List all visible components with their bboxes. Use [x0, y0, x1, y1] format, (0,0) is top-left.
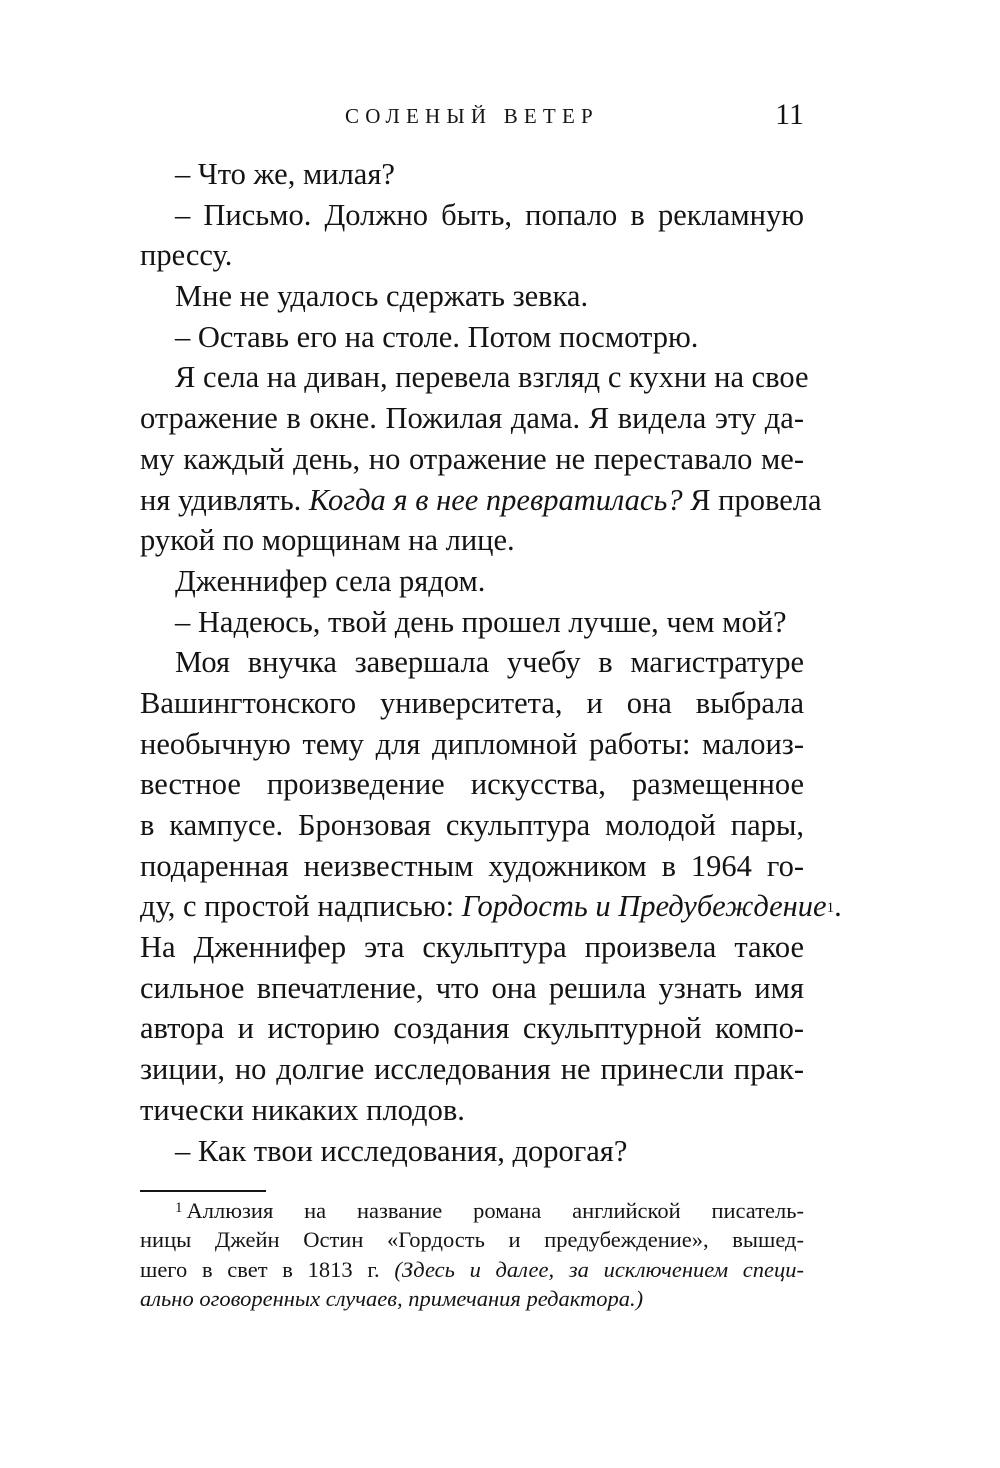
text-line: Дженнифер села рядом.: [175, 563, 486, 598]
text-line: – Что же, милая?: [175, 157, 395, 191]
italic-text: Когда я в нее превратилась?: [308, 482, 683, 517]
italic-text: Гордость и Предубеждение: [461, 889, 827, 924]
text-run: Я провела: [682, 482, 822, 517]
running-head: [140, 98, 804, 138]
footnote-line: [140, 1284, 804, 1313]
book-title: СОЛЕНЫЙ ВЕТЕР: [345, 104, 599, 128]
footnote-line: ницы Джейн Остин «Гордость и предубеждение», вышед-: [140, 1227, 804, 1253]
footnote-line: [140, 1196, 804, 1225]
footnote: [140, 1196, 804, 1313]
text-run: Аллюзия на название романа английской писатель-: [186, 1198, 804, 1223]
text-line: Моя внучка завершала учебу в магистратуре: [175, 645, 804, 680]
text-line: – Письмо. Должно быть, попало в рекламную: [175, 197, 804, 232]
text-line: зиции, но долгие исследования не принесли прак-: [140, 1052, 804, 1087]
text-line: – Оставь его на столе. Потом посмотрю.: [175, 319, 699, 354]
text-line: Я села на диван, перевела взгляд с кухни на свое: [175, 360, 809, 395]
text-line: На Дженнифер эта скульптура произвела такое: [140, 930, 804, 965]
text-line: Вашингтонского университета, и она выбрала: [140, 685, 804, 720]
text-line: Мне не удалось сдержать зевка.: [175, 279, 589, 314]
book-page: [140, 0, 842, 1468]
text-line: му каждый день, но отражение не переставало ме-: [140, 441, 804, 476]
text-line: отражение в окне. Пожилая дама. Я видела эту да-: [140, 401, 804, 436]
text-line: автора и историю создания скульптурной компо-: [140, 1011, 804, 1046]
body-text: [140, 154, 842, 1171]
footnote-line: [140, 1255, 804, 1284]
text-line: вестное произведение искусства, размещенное: [140, 767, 804, 802]
text-line: [140, 886, 842, 927]
italic-text: ально оговоренных случаев, примечания редактора.): [140, 1285, 644, 1311]
text-line: в кампусе. Бронзовая скульптура молодой пары,: [140, 808, 804, 842]
text-line: необычную тему для дипломной работы: малоиз-: [140, 726, 804, 761]
text-line: сильное впечатление, что она решила узнать имя: [140, 970, 804, 1005]
text-line: [140, 480, 822, 521]
text-run: шего в свет в 1813 г.: [140, 1256, 395, 1282]
text-run: ду, с простой надписью:: [140, 889, 462, 924]
text-line: тически никаких плодов.: [140, 1092, 465, 1127]
footnote-marker: 1: [175, 1200, 183, 1216]
text-run: ня удивлять.: [140, 482, 309, 517]
page-number: 11: [775, 98, 804, 131]
text-line: подаренная неизвестным художником в 1964 го-: [140, 848, 804, 883]
text-line: рукой по морщинам на лице.: [140, 523, 515, 558]
italic-text: (Здесь и далее, за исключением специ-: [394, 1256, 805, 1282]
text-run: .: [834, 889, 842, 924]
text-line: прессу.: [140, 238, 233, 273]
footnote-divider: [140, 1190, 266, 1192]
footnote-ref[interactable]: 1: [826, 900, 835, 917]
text-line: – Как твои исследования, дорогая?: [175, 1133, 628, 1168]
text-line: – Надеюсь, твой день прошел лучше, чем мой?: [175, 604, 787, 639]
